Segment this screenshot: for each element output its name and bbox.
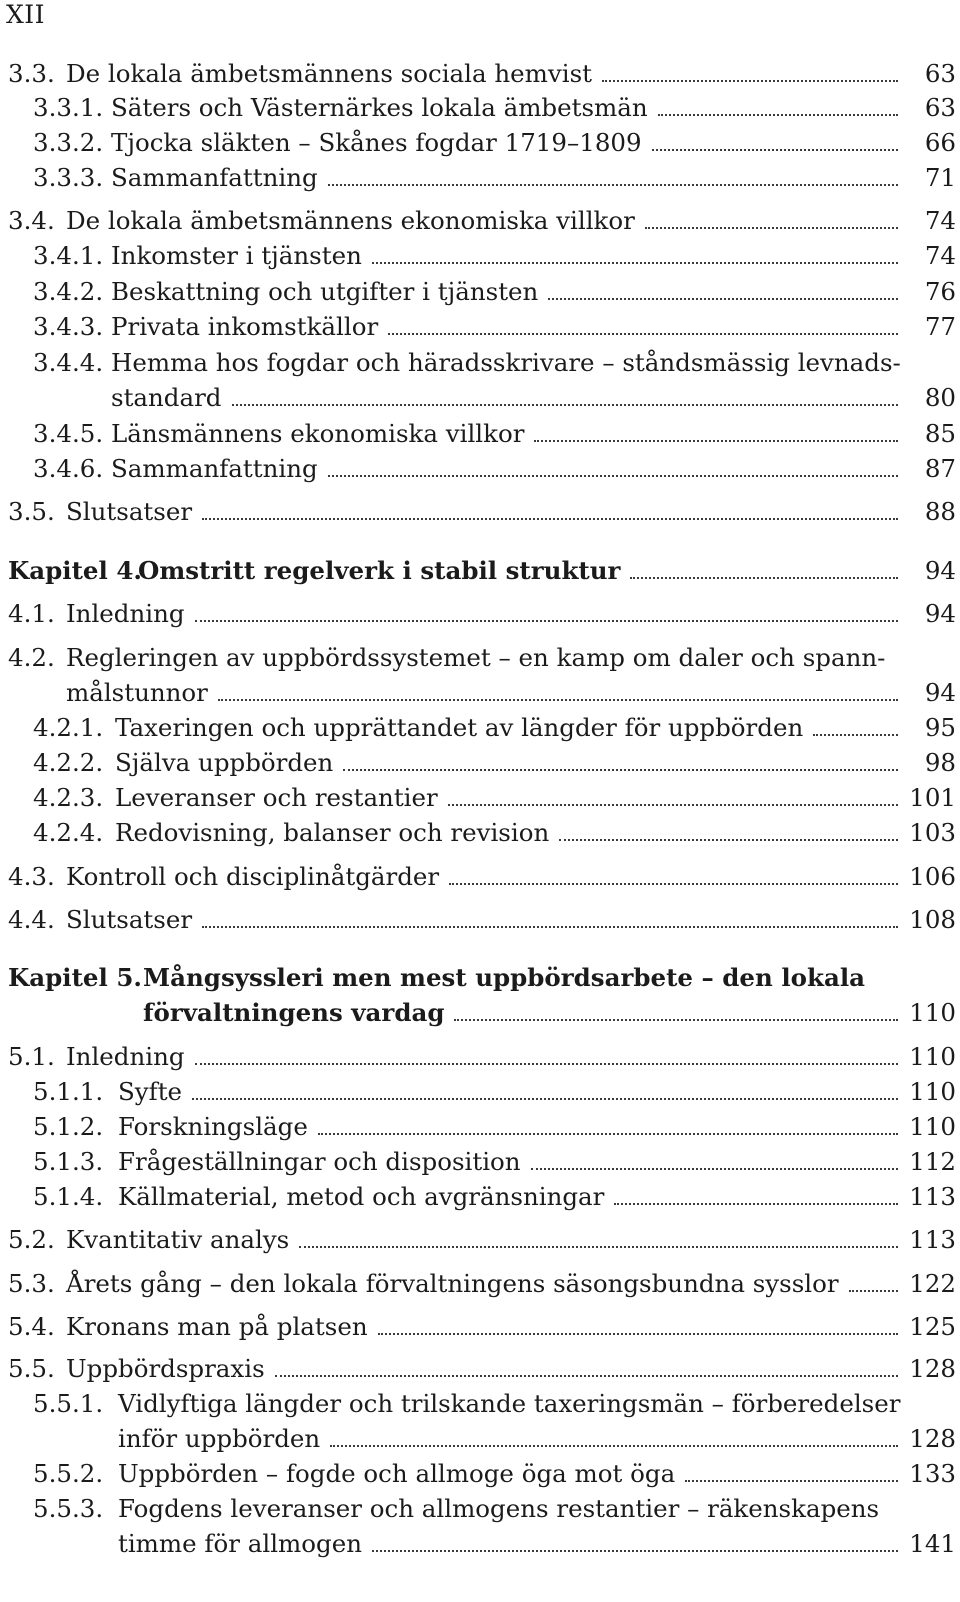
toc-entry[interactable] — [8, 555, 956, 587]
toc-entry-page: 103 — [909, 818, 956, 847]
page-number-label: XII — [6, 0, 46, 29]
toc-entry-title: Årets gång – den lokala förvaltningens säsongsbundna sysslor — [66, 1269, 839, 1298]
toc-entry[interactable] — [8, 904, 956, 936]
toc-entry-page: 94 — [924, 599, 956, 628]
toc-entry-page: 128 — [909, 1354, 956, 1383]
dot-leader — [372, 1550, 898, 1552]
toc-entry-page: 77 — [924, 312, 956, 341]
toc-entry-title: Fogdens leveranser och allmogens restantier – räkenskapens — [118, 1494, 880, 1523]
dot-leader — [372, 262, 898, 264]
toc-entry[interactable] — [33, 240, 956, 272]
toc-entry-number: 3.4.5. — [33, 419, 104, 448]
toc-entry-number: 5.3. — [8, 1269, 55, 1298]
toc-entry[interactable] — [8, 58, 956, 90]
toc-entry-first-line — [8, 642, 885, 674]
toc-entry-number: 5.1.3. — [33, 1147, 104, 1176]
toc-entry[interactable] — [8, 1353, 956, 1385]
toc-entry-number: 5.4. — [8, 1312, 55, 1341]
dot-leader — [685, 1480, 898, 1482]
dot-leader — [849, 1290, 898, 1292]
toc-entry-page: 108 — [909, 905, 956, 934]
toc-entry-title: Hemma hos fogdar och häradsskrivare – ståndsmässig levnads- — [111, 348, 901, 377]
dot-leader — [534, 440, 898, 442]
dot-leader — [218, 699, 898, 701]
toc-entry-page: 110 — [909, 1042, 956, 1071]
toc-entry-number: 5.1.2. — [33, 1112, 104, 1141]
toc-entry-title-continuation: inför uppbörden — [118, 1424, 321, 1453]
toc-entry[interactable] — [8, 861, 956, 893]
dot-leader — [330, 1445, 898, 1447]
toc-entry-page: 141 — [909, 1529, 956, 1558]
dot-leader — [449, 883, 898, 885]
toc-entry-title: Syfte — [118, 1077, 183, 1106]
toc-entry-page: 110 — [909, 1112, 956, 1141]
toc-entry[interactable] — [8, 1268, 956, 1300]
toc-entry-page: 76 — [924, 277, 956, 306]
toc-entry-number: 3.3.2. — [33, 128, 104, 157]
toc-entry-title: De lokala ämbetsmännens ekonomiska villkor — [66, 206, 635, 235]
toc-entry-first-line — [33, 1493, 879, 1525]
toc-entry[interactable] — [111, 382, 956, 414]
dot-leader — [630, 577, 898, 579]
toc-entry-page: 125 — [909, 1312, 956, 1341]
toc-entry-page: 110 — [909, 1077, 956, 1106]
toc-entry-title: Mångsyssleri men mest uppbördsarbete – den lokala — [143, 963, 866, 992]
toc-entry[interactable] — [33, 418, 956, 450]
toc-entry[interactable] — [33, 1111, 956, 1143]
toc-entry-title-continuation: timme för allmogen — [118, 1529, 362, 1558]
toc-entry-page: 66 — [924, 128, 956, 157]
toc-entry-page: 106 — [909, 862, 956, 891]
toc-entry-number: 3.4.1. — [33, 241, 104, 270]
toc-entry[interactable] — [8, 496, 956, 528]
toc-entry-page: 98 — [924, 748, 956, 777]
dot-leader — [454, 1019, 898, 1021]
toc-entry-number: 4.2.4. — [33, 818, 104, 847]
toc-entry-number: 3.3. — [8, 59, 55, 88]
toc-entry-number: 3.3.3. — [33, 163, 104, 192]
toc-entry-title: Kontroll och disciplinåtgärder — [66, 862, 440, 891]
toc-entry-number: 4.2.1. — [33, 713, 104, 742]
toc-entry-page: 133 — [909, 1459, 956, 1488]
toc-entry-title-continuation: förvaltningens vardag — [143, 998, 445, 1027]
toc-entry-number: Kapitel 4. — [8, 556, 142, 585]
toc-entry-number: 4.2.3. — [33, 783, 104, 812]
toc-entry[interactable] — [33, 162, 956, 194]
toc-entry-page: 74 — [924, 206, 956, 235]
toc-entry-number: 3.4.6. — [33, 454, 104, 483]
toc-entry-page: 74 — [924, 241, 956, 270]
toc-entry-number: 3.4.4. — [33, 348, 104, 377]
toc-entry[interactable] — [118, 1528, 956, 1560]
toc-entry-title: Slutsatser — [66, 905, 193, 934]
toc-entry[interactable] — [33, 782, 956, 814]
toc-entry-number: 3.4. — [8, 206, 55, 235]
toc-entry[interactable] — [33, 712, 956, 744]
dot-leader — [195, 1063, 898, 1065]
toc-entry-title: Frågeställningar och disposition — [118, 1147, 521, 1176]
dot-leader — [531, 1168, 898, 1170]
dot-leader — [645, 227, 898, 229]
toc-entry[interactable] — [8, 598, 956, 630]
toc-entry-title: Vidlyftiga längder och trilskande taxeringsmän – förberedelser — [118, 1389, 901, 1418]
toc-entry-first-line — [33, 1388, 900, 1420]
dot-leader — [192, 1098, 898, 1100]
toc-entry[interactable] — [8, 1224, 956, 1256]
dot-leader — [202, 518, 898, 520]
dot-leader — [652, 149, 898, 151]
toc-entry[interactable] — [66, 677, 956, 709]
toc-entry-number: 5.5. — [8, 1354, 55, 1383]
toc-entry-page: 128 — [909, 1424, 956, 1453]
toc-entry-title: Leveranser och restantier — [115, 783, 438, 812]
toc-entry-title-continuation: standard — [111, 383, 222, 412]
toc-entry-title: Källmaterial, metod och avgränsningar — [118, 1182, 605, 1211]
toc-entry[interactable] — [33, 92, 956, 124]
dot-leader — [548, 298, 898, 300]
toc-entry[interactable] — [33, 1146, 956, 1178]
toc-entry-title: Beskattning och utgifter i tjänsten — [111, 277, 539, 306]
toc-entry-page: 122 — [909, 1269, 956, 1298]
dot-leader — [299, 1246, 898, 1248]
toc-entry-page: 87 — [924, 454, 956, 483]
dot-leader — [378, 1333, 898, 1335]
dot-leader — [658, 114, 898, 116]
toc-entry[interactable] — [33, 1181, 956, 1213]
toc-entry-number: 3.5. — [8, 497, 55, 526]
toc-entry[interactable] — [33, 1458, 956, 1490]
dot-leader — [388, 333, 898, 335]
toc-entry-title: Säters och Västernärkes lokala ämbetsmän — [111, 93, 648, 122]
toc-entry-number: 5.5.1. — [33, 1389, 104, 1418]
toc-entry-page: 95 — [924, 713, 956, 742]
toc-entry-title: Redovisning, balanser och revision — [115, 818, 550, 847]
toc-entry-title: Kvantitativ analys — [66, 1225, 290, 1254]
toc-entry-page: 71 — [924, 163, 956, 192]
toc-entry-number: 3.3.1. — [33, 93, 104, 122]
dot-leader — [318, 1133, 898, 1135]
toc-entry-title: Kronans man på platsen — [66, 1312, 368, 1341]
toc-entry-page: 113 — [909, 1225, 956, 1254]
toc-entry-title: Länsmännens ekonomiska villkor — [111, 419, 525, 448]
dot-leader — [195, 620, 898, 622]
toc-entry-title: Inledning — [66, 599, 185, 628]
toc-entry[interactable] — [33, 311, 956, 343]
dot-leader — [813, 734, 898, 736]
toc-entry-title: Inledning — [66, 1042, 185, 1071]
toc-entry-number: 5.5.3. — [33, 1494, 104, 1523]
toc-entry-number: 4.3. — [8, 862, 55, 891]
dot-leader — [202, 926, 898, 928]
toc-entry[interactable] — [118, 1423, 956, 1455]
dot-leader — [232, 404, 899, 406]
toc-entry-number: 5.1.4. — [33, 1182, 104, 1211]
dot-leader — [614, 1203, 898, 1205]
toc-entry-number: 4.2.2. — [33, 748, 104, 777]
toc-entry-number: 5.5.2. — [33, 1459, 104, 1488]
toc-entry-page: 112 — [909, 1147, 956, 1176]
toc-entry-page: 80 — [924, 383, 956, 412]
toc-entry-number: 5.1.1. — [33, 1077, 104, 1106]
toc-entry[interactable] — [33, 127, 956, 159]
dot-leader — [328, 475, 898, 477]
toc-entry-title: Själva uppbörden — [115, 748, 334, 777]
toc-entry[interactable] — [33, 817, 956, 849]
dot-leader — [328, 184, 898, 186]
toc-entry-page: 101 — [909, 783, 956, 812]
toc-entry[interactable] — [8, 1041, 956, 1073]
toc-entry-number: 4.4. — [8, 905, 55, 934]
toc-entry-number: 3.4.2. — [33, 277, 104, 306]
toc-entry-number: 4.2. — [8, 643, 55, 672]
toc-entry-title: Omstritt regelverk i stabil struktur — [138, 556, 621, 585]
toc-entry[interactable] — [33, 453, 956, 485]
toc-entry-title: Regleringen av uppbördssystemet – en kamp om daler och spann- — [66, 643, 886, 672]
toc-entry-number: 5.1. — [8, 1042, 55, 1071]
toc-entry-page: 63 — [924, 59, 956, 88]
toc-entry-number: 5.2. — [8, 1225, 55, 1254]
toc-entry[interactable] — [33, 1076, 956, 1108]
toc-entry-page: 63 — [924, 93, 956, 122]
toc-entry-title: Forskningsläge — [118, 1112, 308, 1141]
toc-entry-first-line — [33, 347, 901, 379]
toc-entry-title: Sammanfattning — [111, 454, 318, 483]
toc-entry-number: 4.1. — [8, 599, 55, 628]
toc-entry[interactable] — [33, 276, 956, 308]
toc-entry-title: Taxeringen och upprättandet av längder för uppbörden — [115, 713, 804, 742]
dot-leader — [275, 1375, 898, 1377]
toc-entry-title: Sammanfattning — [111, 163, 318, 192]
dot-leader — [448, 804, 898, 806]
dot-leader — [602, 80, 898, 82]
toc-entry-page: 85 — [924, 419, 956, 448]
toc-entry[interactable] — [33, 747, 956, 779]
dot-leader — [343, 769, 898, 771]
toc-entry-page: 94 — [924, 556, 956, 585]
toc-entry-title: Uppbördspraxis — [66, 1354, 265, 1383]
toc-entry-page: 94 — [924, 678, 956, 707]
toc-entry-number: 3.4.3. — [33, 312, 104, 341]
toc-entry-title: Uppbörden – fogde och allmoge öga mot öga — [118, 1459, 676, 1488]
toc-entry-page: 113 — [909, 1182, 956, 1211]
toc-entry[interactable] — [8, 205, 956, 237]
toc-entry-title: Slutsatser — [66, 497, 193, 526]
toc-entry-title: Privata inkomstkällor — [111, 312, 379, 341]
toc-entry-first-line — [8, 962, 865, 994]
toc-entry-title: Inkomster i tjänsten — [111, 241, 362, 270]
toc-entry[interactable] — [143, 997, 956, 1029]
toc-entry-title-continuation: målstunnor — [66, 678, 208, 707]
toc-entry[interactable] — [8, 1311, 956, 1343]
toc-entry-title: De lokala ämbetsmännens sociala hemvist — [66, 59, 592, 88]
dot-leader — [559, 839, 898, 841]
toc-entry-page: 88 — [924, 497, 956, 526]
toc-entry-page: 110 — [909, 998, 956, 1027]
toc-entry-number: Kapitel 5. — [8, 963, 142, 992]
toc-entry-title: Tjocka släkten – Skånes fogdar 1719–1809 — [111, 128, 642, 157]
